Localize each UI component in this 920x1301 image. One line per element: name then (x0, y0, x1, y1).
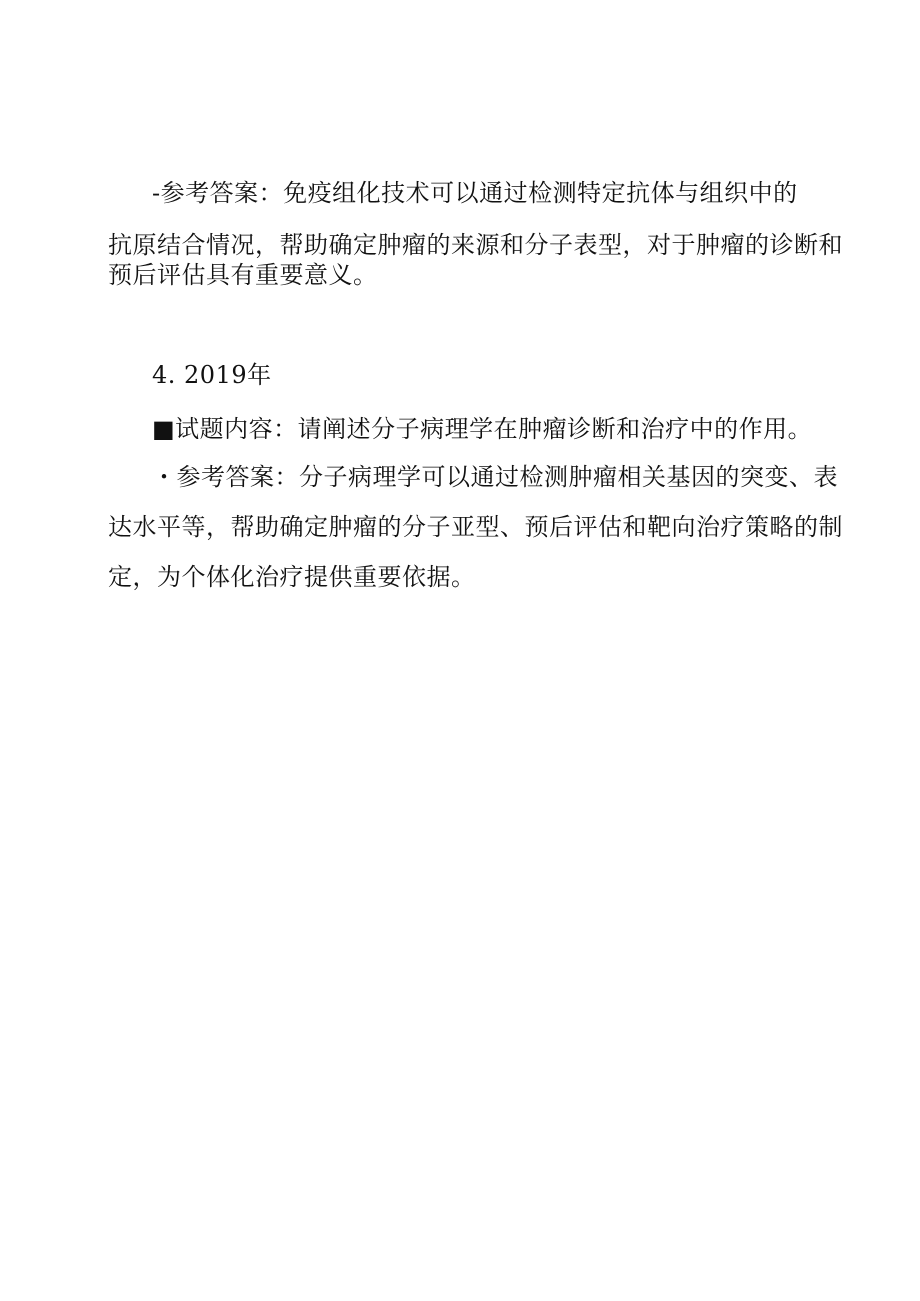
section-heading: 4. 2019年 (152, 361, 272, 389)
reference-answer-line-1: ・参考答案：分子病理学可以通过检测肿瘤相关基因的突变、表 (152, 463, 838, 491)
answer-line-2: 抗原结合情况，帮助确定肿瘤的来源和分子表型，对于肿瘤的诊断和 (108, 231, 843, 259)
reference-answer-line-3: 定，为个体化治疗提供重要依据。 (108, 563, 476, 591)
answer-line-1: -参考答案：免疫组化技术可以通过检测特定抗体与组织中的 (152, 179, 798, 207)
question-text: ■试题内容：请阐述分子病理学在肿瘤诊断和治疗中的作用。 (152, 415, 813, 443)
reference-answer-line-2: 达水平等，帮助确定肿瘤的分子亚型、预后评估和靶向治疗策略的制 (108, 513, 843, 541)
answer-line-3: 预后评估具有重要意义。 (108, 261, 378, 289)
